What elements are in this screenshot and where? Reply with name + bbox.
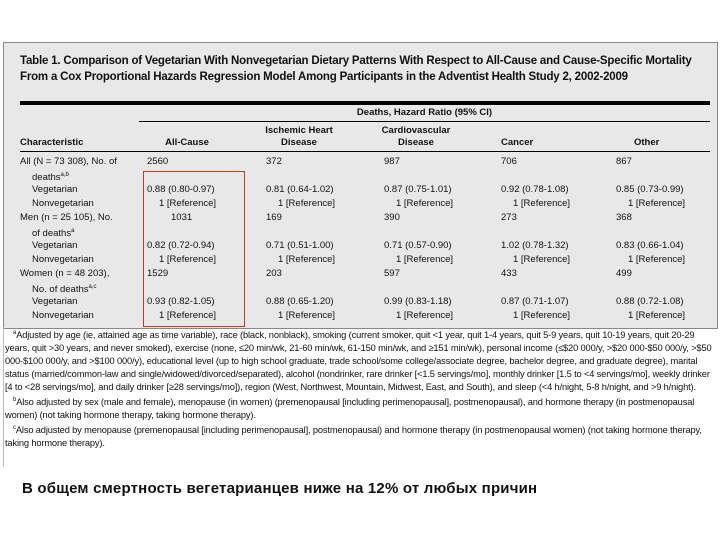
table-row [4,155,717,169]
header-other: Other [634,137,660,148]
table-cell: 1529 [147,268,169,279]
column-spanner: Deaths, Hazard Ratio (95% CI) [356,107,493,118]
table-cell: 0.88 (0.65-1.20) [266,296,334,307]
table-row [4,281,717,295]
row-label: No. of deaths$^{a,c}$ [32,284,97,296]
footnote-a: $^a$Adjusted by age (ie, attained age as time variable), race (black, nonblack), smoking (current smoker, quit <1 year, quit 1-4 years, quit 5-9 years, quit 10-19 years, quit 20-29 years, quit >30 years, and never smoked), exercise (none, ≤20 min/wk, 21-60 min/wk, 61-150 min/wk, and ≥151 min/wk), personal income (≤$20 000/y, >$20 000-$50 000/y, >$50 000-$100 000/y, and >$100 000/y), educational level (up to high school graduate, trade school/some college/associate degree, bachelor degree, and graduate degree), marital status (married/common-law and single/widowed/divorced/separated), alcohol (nondrinker, rare drinker [<1.5 servings/mo], monthly drinker [1.5 to <4 servings/mo], weekly drinker [4 to <28 servings/mo], and daily drinker [≥28 servings/mo]), region (West, Northwest, Mountain, Midwest, East, and South), and sleep (<4 h/night, 5-8 h/night, and >9 h/night). [5,330,712,393]
row-label: Nonvegetarian [32,254,94,265]
table-cell: 368 [616,212,632,223]
table-cell: 1 [Reference] [396,198,454,209]
header-all-cause: All-Cause [165,137,209,148]
table-row [4,267,717,281]
table-cell: 273 [501,212,517,223]
header-cancer: Cancer [501,137,534,148]
row-label: of deaths$^a$ [32,228,75,240]
table-cell: 0.92 (0.78-1.08) [501,184,569,195]
table-cell: 1 [Reference] [278,254,336,265]
table-cell: 1031 [171,212,193,223]
divider [139,121,710,122]
header-cvd: Cardiovascular Disease [381,125,451,148]
table-cell: 0.87 (0.71-1.07) [501,296,569,307]
table-cell: 0.81 (0.64-1.02) [266,184,334,195]
table-cell: 0.71 (0.51-1.00) [266,240,334,251]
table-cell: 0.87 (0.75-1.01) [384,184,452,195]
table-cell: 372 [266,156,282,167]
highlight-box [143,171,245,327]
slide-caption: В общем смертность вегетарианцев ниже на 12% от любых причин [22,480,538,497]
table-row [4,239,717,253]
table-cell: 1 [Reference] [159,254,217,265]
table-row [4,295,717,309]
table-cell: 499 [616,268,632,279]
table-cell: 0.88 (0.72-1.08) [616,296,684,307]
table-cell: 0.88 (0.80-0.97) [147,184,215,195]
row-label: All (N = 73 308), No. of [20,156,117,167]
table-cell: 433 [501,268,517,279]
table-panel [3,42,718,329]
table-cell: 390 [384,212,400,223]
divider [20,101,710,105]
row-label: deaths$^{a,b}$ [32,172,69,184]
table-cell: 1 [Reference] [396,310,454,321]
table-cell: 706 [501,156,517,167]
footnotes [5,327,713,450]
table-cell: 1.02 (0.78-1.32) [501,240,569,251]
table-row [4,183,717,197]
table-cell: 0.99 (0.83-1.18) [384,296,452,307]
table-cell: 2560 [147,156,169,167]
table-cell: 203 [266,268,282,279]
header-ihd: Ischemic Heart Disease [265,125,333,148]
footnote-b: $^b$Also adjusted by sex (male and female), menopause (in women) (premenopausal [including perimenopausal], postmenopausal), and hormone therapy (in postmenopausal women) (not taking hormone therapy, taking hormone therapy). [5,397,695,421]
row-label: Nonvegetarian [32,310,94,321]
row-label: Men (n = 25 105), No. [20,212,113,223]
table-cell: 169 [266,212,282,223]
table-cell: 1 [Reference] [628,310,686,321]
table-cell: 987 [384,156,400,167]
table-cell: 1 [Reference] [278,198,336,209]
row-label: Vegetarian [32,296,78,307]
divider [3,327,4,467]
table-cell: 1 [Reference] [513,310,571,321]
table-cell: 0.85 (0.73-0.99) [616,184,684,195]
table-cell: 0.93 (0.82-1.05) [147,296,215,307]
table-row [4,225,717,239]
table-cell: 0.71 (0.57-0.90) [384,240,452,251]
table-cell: 1 [Reference] [628,254,686,265]
table-cell: 867 [616,156,632,167]
table-cell: 1 [Reference] [159,310,217,321]
footnote-c: $^c$Also adjusted by menopause (premenopausal [including perimenopausal], postmenopausal) and hormone therapy (in postmenopausal women) (not taking hormone therapy, taking hormone therapy). [5,425,702,449]
table-row [4,169,717,183]
divider [20,151,710,152]
table-title: Table 1. Comparison of Vegetarian With Nonvegetarian Dietary Patterns With Respect to All-Cause and Cause-Specific Mortality From a Cox Proportional Hazards Regression Model Among Participants in the Adventist Health Study 2, 2002-2009 [20,55,692,83]
table-cell: 1 [Reference] [396,254,454,265]
table-cell: 1 [Reference] [513,254,571,265]
table-cell: 0.82 (0.72-0.94) [147,240,215,251]
table-cell: 1 [Reference] [628,198,686,209]
table-cell: 1 [Reference] [278,310,336,321]
table-cell: 1 [Reference] [513,198,571,209]
header-characteristic: Characteristic [20,137,84,148]
table-row [4,197,717,211]
table-cell: 597 [384,268,400,279]
table-cell: 1 [Reference] [159,198,217,209]
row-label: Nonvegetarian [32,198,94,209]
table-row [4,211,717,225]
table-cell: 0.83 (0.66-1.04) [616,240,684,251]
row-label: Women (n = 48 203), [20,268,110,279]
table-row [4,253,717,267]
row-label: Vegetarian [32,240,78,251]
row-label: Vegetarian [32,184,78,195]
table-row [4,309,717,323]
